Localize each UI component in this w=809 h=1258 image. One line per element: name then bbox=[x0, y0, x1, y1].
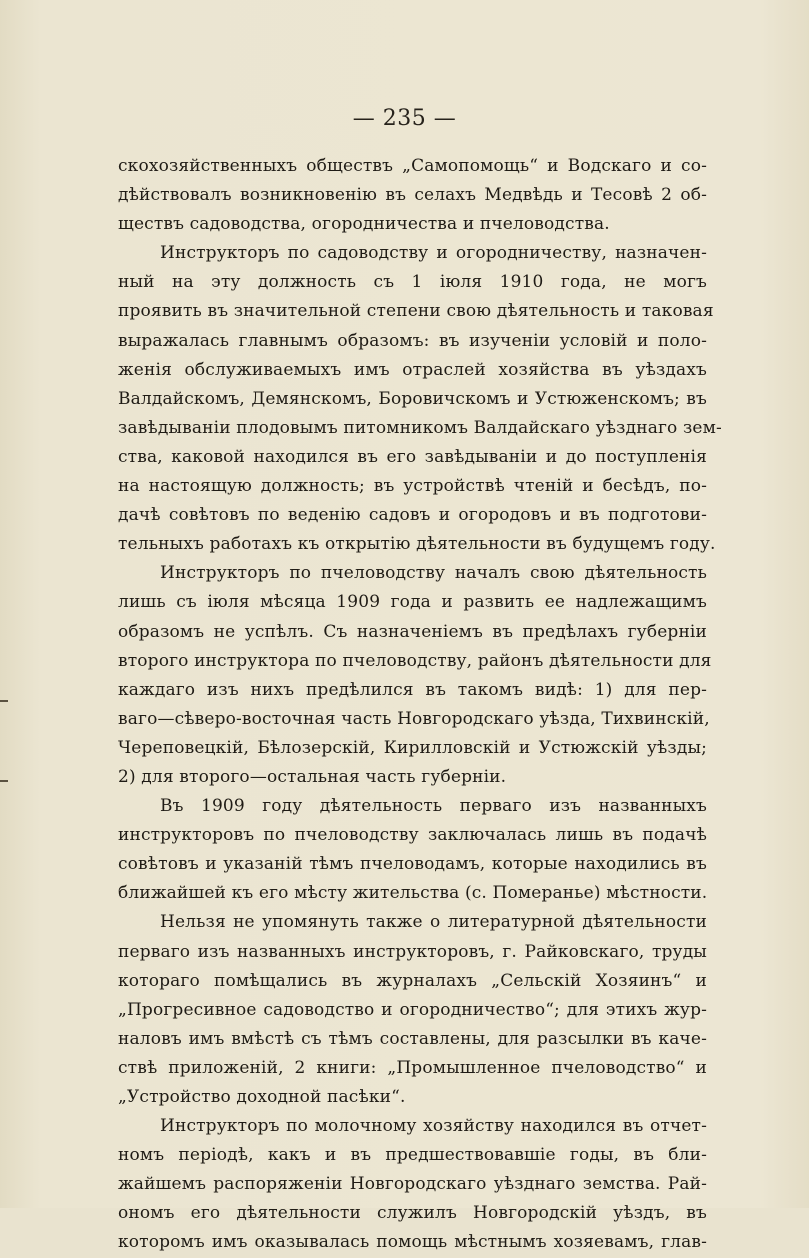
paragraph-first-line: Инструкторъ по молочному хозяйству находился въ отчет- bbox=[160, 1116, 707, 1137]
text-line: дѣйствовалъ возникновенію въ селахъ Медвѣдь и Тесовѣ 2 об- bbox=[118, 185, 707, 206]
text-line: ономъ его дѣятельности служилъ Новгородскій уѣздъ, въ bbox=[118, 1203, 707, 1224]
paragraph-first-line: Въ 1909 году дѣятельность перваго изъ названныхъ bbox=[160, 796, 707, 817]
text-line: ближайшей къ его мѣсту жительства (с. Померанье) мѣстности. bbox=[118, 883, 708, 904]
page-edge-mark bbox=[0, 700, 8, 702]
text-line: „Устройство доходной пасѣки“. bbox=[118, 1087, 406, 1107]
text-line: выражалась главнымъ образомъ: въ изученіи условій и поло- bbox=[118, 330, 707, 351]
text-line: номъ періодѣ, какъ и въ предшествовавшіе годы, въ бли- bbox=[118, 1145, 707, 1166]
text-line: проявить въ значительной степени свою дѣятельность и таковая bbox=[118, 301, 714, 322]
text-line: женія обслуживаемыхъ имъ отраслей хозяйства въ уѣздахъ bbox=[118, 359, 707, 380]
text-line: „Прогресивное садоводство и огородничество“; для этихъ жур- bbox=[118, 999, 707, 1020]
text-line: ный на эту должность съ 1 іюля 1910 года, не могъ bbox=[118, 272, 707, 293]
paragraph-first-line: Инструкторъ по садоводству и огородничеству, назначен- bbox=[160, 243, 707, 264]
paragraph-first-line: Инструкторъ по пчеловодству началъ свою дѣятельность bbox=[160, 563, 707, 584]
text-line: инструкторовъ по пчеловодству заключалась лишь въ подачѣ bbox=[118, 825, 707, 846]
page-edge-mark bbox=[0, 780, 8, 782]
text-line: котораго помѣщались въ журналахъ „Сельскій Хозяинъ“ и bbox=[118, 970, 707, 991]
text-line: которомъ имъ оказывалась помощь мѣстнымъ хозяевамъ, глав- bbox=[118, 1232, 707, 1253]
paragraph-first-line: Нельзя не упомянуть также о литературной дѣятельности bbox=[160, 912, 707, 933]
text-line: наловъ имъ вмѣстѣ съ тѣмъ составлены, для разсылки въ каче- bbox=[118, 1028, 707, 1049]
text-line: тельныхъ работахъ къ открытію дѣятельности въ будущемъ году. bbox=[118, 534, 716, 555]
text-line: второго инструктора по пчеловодству, районъ дѣятельности для bbox=[118, 650, 712, 671]
page-number: — 235 — bbox=[352, 106, 457, 131]
text-line: на настоящую должность; въ устройствѣ чтеній и бесѣдъ, по- bbox=[118, 476, 707, 497]
text-line: образомъ не успѣлъ. Съ назначеніемъ въ предѣлахъ губерніи bbox=[118, 621, 707, 642]
text-line: ствѣ приложеній, 2 книги: „Промышленное пчеловодство“ и bbox=[118, 1057, 707, 1078]
text-line: каждаго изъ нихъ предѣлился въ такомъ видѣ: 1) для пер- bbox=[118, 679, 707, 700]
text-line: ваго—сѣверо-восточная часть Новгородскаго уѣзда, Тихвинскій, bbox=[118, 708, 710, 729]
text-line: завѣдываніи плодовымъ питомникомъ Валдайскаго уѣзднаго зем- bbox=[118, 417, 722, 438]
text-line: скохозяйственныхъ обществъ „Самопомощь“ и Водскаго и со- bbox=[118, 156, 707, 176]
body-text bbox=[118, 152, 722, 1258]
text-line: совѣтовъ и указаній тѣмъ пчеловодамъ, которые находились въ bbox=[118, 854, 707, 875]
text-line: лишь съ іюля мѣсяца 1909 года и развить ее надлежащимъ bbox=[118, 592, 707, 613]
text-line: перваго изъ названныхъ инструкторовъ, г. Райковскаго, труды bbox=[118, 941, 707, 962]
text-line: 2) для второго—остальная часть губерніи. bbox=[118, 766, 507, 787]
text-line: ществъ садоводства, огородничества и пчеловодства. bbox=[118, 214, 610, 235]
text-line: ства, каковой находился въ его завѣдываніи и до поступленія bbox=[118, 446, 707, 467]
text-line: жайшемъ распоряженіи Новгородскаго уѣзднаго земства. Рай- bbox=[118, 1174, 707, 1195]
text-line: дачѣ совѣтовъ по веденію садовъ и огородовъ и въ подготови- bbox=[118, 505, 707, 526]
text-line: Череповецкій, Бѣлозерскій, Кирилловскій и Устюжскій уѣзды; bbox=[118, 737, 707, 758]
text-line: Валдайскомъ, Демянскомъ, Боровичскомъ и Устюженскомъ; въ bbox=[118, 388, 707, 409]
